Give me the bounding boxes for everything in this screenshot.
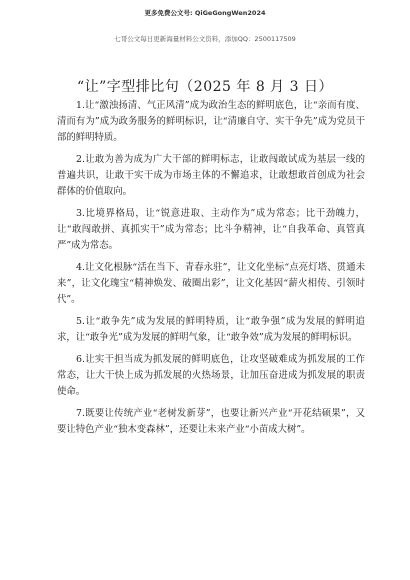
paragraph-4: 4.让文化根脉“活在当下、青春永驻”，让文化坐标“点亮灯塔、贯通未来”，让文化瑰宝“精神焕发、破圈出彩”，让文化基因“薪火相传、引领时代”。 <box>57 262 365 305</box>
paragraph-3: 3.比境界格局，让“锐意进取、主动作为”成为常态；比干劲魄力，让“敢闯敢拼、真抓实干”成为常态；比斗争精神，让“自我革命、真管真严”成为常态。 <box>57 208 365 251</box>
paragraph-2: 2.让敢为善为成为广大干部的鲜明标志，让敢闯敢试成为基层一线的普遍共识，让敢干实干成为市场主体的不懈追求，让敢想敢首创成为社会群体的价值取向。 <box>57 154 365 197</box>
header-info-line: 七哥公文每日更新海量材料公文资料，添加QQ：2500117509 <box>114 35 296 43</box>
document-title: “让”字型排比句（2025 年 8 月 3 日） <box>76 79 333 95</box>
paragraph-1: 1.让“激浊扬清、气正风清”成为政治生态的鲜明底色，让“亲而有度、清而有为”成为政务服务的鲜明标识，让“清廉自守、实干争先”成为党员干部的鲜明特质。 <box>57 100 365 143</box>
paragraph-5: 5.让“敢争先”成为发展的鲜明特质，让“敢争强”成为发展的鲜明追求，让“敢争光”成为发展的鲜明气象，让“敢争效”成为发展的鲜明标识。 <box>57 316 365 343</box>
document-body <box>57 98 365 442</box>
paragraph-7: 7.既要让传统产业“老树发新芽”，也要让新兴产业“开花结硕果”，又要让特色产业“独木变森林”，还要让未来产业“小苗成大树”。 <box>57 408 365 435</box>
header-source-line: 更多免费公文号: QiGeGongWen2024 <box>144 9 266 17</box>
paragraph-6: 6.让实干担当成为抓发展的鲜明底色，让攻坚破难成为抓发展的工作常态，让大干快上成为抓发展的火热场景，让加压奋进成为抓发展的职责使命。 <box>57 354 365 397</box>
